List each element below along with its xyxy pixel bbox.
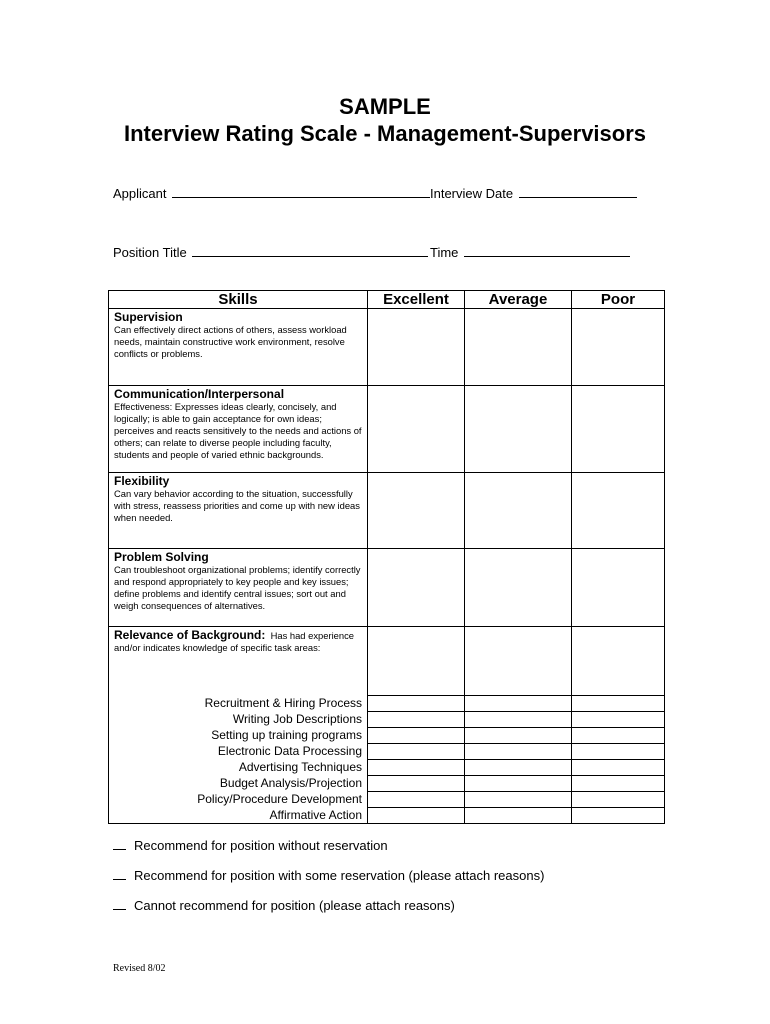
skill-name: Communication/Interpersonal [114, 387, 285, 401]
table-row [109, 760, 665, 776]
rating-excellent-cell[interactable] [368, 696, 465, 712]
applicant-label: Applicant [113, 186, 167, 201]
rating-excellent-cell[interactable] [368, 386, 465, 473]
rating-average-cell[interactable] [465, 309, 572, 386]
skill-description: Has had experience and/or indicates knowledge of specific task areas: [114, 630, 354, 653]
applicant-field [113, 185, 430, 202]
rating-excellent-cell [368, 627, 465, 696]
checkbox-blank[interactable] [113, 838, 126, 850]
rating-poor-cell[interactable] [572, 808, 665, 824]
skill-cell-flexibility [109, 473, 368, 549]
time-field [430, 244, 630, 261]
rating-average-cell[interactable] [465, 792, 572, 808]
time-label: Time [430, 245, 459, 260]
table-row [109, 744, 665, 760]
document-title: SAMPLE [339, 94, 431, 119]
skill-name: Flexibility [114, 474, 170, 488]
skill-description: Can effectively direct actions of others, assess workload needs, maintain constructive work environment, resolve conflicts or problems. [114, 324, 347, 359]
rating-poor-cell[interactable] [572, 792, 665, 808]
rating-poor-cell[interactable] [572, 744, 665, 760]
skill-cell-communication [109, 386, 368, 473]
recommendation-option-3[interactable] [113, 898, 455, 914]
rating-average-cell[interactable] [465, 808, 572, 824]
rating-excellent-cell[interactable] [368, 549, 465, 627]
rating-poor-cell[interactable] [572, 309, 665, 386]
document-subtitle: Interview Rating Scale - Management-Supervisors [123, 121, 647, 146]
rating-poor-cell [572, 627, 665, 696]
table-row [109, 728, 665, 744]
rating-average-cell[interactable] [465, 549, 572, 627]
checkbox-blank[interactable] [113, 868, 126, 880]
rating-poor-cell[interactable] [572, 549, 665, 627]
checkbox-blank[interactable] [113, 898, 126, 910]
position-title-label: Position Title [113, 245, 187, 260]
skill-name: Supervision [114, 310, 183, 324]
table-header-row [109, 291, 665, 309]
rating-excellent-cell[interactable] [368, 728, 465, 744]
table-row [109, 712, 665, 728]
table-row [109, 473, 665, 549]
interview-date-field [430, 185, 637, 202]
background-item-label: Budget Analysis/Projection [109, 776, 368, 792]
table-row [109, 627, 665, 696]
applicant-input-line[interactable] [172, 185, 430, 198]
rating-excellent-cell[interactable] [368, 744, 465, 760]
table-row [109, 696, 665, 712]
rating-average-cell[interactable] [465, 728, 572, 744]
rating-average-cell[interactable] [465, 776, 572, 792]
rating-excellent-cell[interactable] [368, 712, 465, 728]
rating-poor-cell[interactable] [572, 776, 665, 792]
skill-cell-relevance [109, 627, 368, 696]
table-row [109, 808, 665, 824]
recommendation-label: Cannot recommend for position (please attach reasons) [134, 898, 455, 913]
rating-excellent-cell[interactable] [368, 473, 465, 549]
rating-average-cell[interactable] [465, 744, 572, 760]
skill-description: Can troubleshoot organizational problems; identify correctly and respond appropriately to key people and key issues; define problems and identify central issues; sort out and weigh consequences of alternatives. [114, 564, 361, 611]
rating-poor-cell[interactable] [572, 760, 665, 776]
position-title-input-line[interactable] [192, 244, 428, 257]
skill-name: Relevance of Background: [114, 628, 266, 642]
interview-date-input-line[interactable] [519, 185, 637, 198]
rating-excellent-cell[interactable] [368, 760, 465, 776]
skill-cell-supervision [109, 309, 368, 386]
interview-date-label: Interview Date [430, 186, 514, 201]
header-poor: Poor [572, 291, 665, 309]
rating-poor-cell[interactable] [572, 728, 665, 744]
recommendation-label: Recommend for position with some reservation (please attach reasons) [134, 868, 545, 883]
rating-average-cell[interactable] [465, 386, 572, 473]
rating-excellent-cell[interactable] [368, 776, 465, 792]
skill-cell-problem-solving [109, 549, 368, 627]
background-item-label: Recruitment & Hiring Process [109, 696, 368, 712]
table-row [109, 549, 665, 627]
skill-description: Can vary behavior according to the situation, successfully with stress, reassess priorities and come up with new ideas when needed. [114, 488, 360, 523]
recommendation-option-1[interactable] [113, 838, 388, 854]
rating-poor-cell[interactable] [572, 386, 665, 473]
rating-average-cell [465, 627, 572, 696]
recommendation-label: Recommend for position without reservation [134, 838, 388, 853]
rating-excellent-cell[interactable] [368, 309, 465, 386]
background-item-label: Electronic Data Processing [109, 744, 368, 760]
table-row [109, 792, 665, 808]
header-skills: Skills [109, 291, 368, 309]
revision-footer: Revised 8/02 [113, 963, 166, 974]
skill-description: Effectiveness: Expresses ideas clearly, concisely, and logically; is able to gain acceptance for own ideas; perceives and reacts sensitively to the needs and actions of others; can relate to diverse people including faculty, students and people of varied ethnic backgrounds. [114, 401, 362, 460]
header-excellent: Excellent [368, 291, 465, 309]
rating-poor-cell[interactable] [572, 696, 665, 712]
table-row [109, 386, 665, 473]
table-row [109, 776, 665, 792]
background-item-label: Policy/Procedure Development [109, 792, 368, 808]
skill-relevance-text [114, 628, 363, 654]
position-title-field [113, 244, 428, 261]
background-item-label: Setting up training programs [109, 728, 368, 744]
rating-excellent-cell[interactable] [368, 808, 465, 824]
rating-average-cell[interactable] [465, 696, 572, 712]
table-row [109, 309, 665, 386]
rating-excellent-cell[interactable] [368, 792, 465, 808]
recommendation-option-2[interactable] [113, 868, 544, 884]
time-input-line[interactable] [464, 244, 630, 257]
rating-poor-cell[interactable] [572, 473, 665, 549]
skill-name: Problem Solving [114, 550, 209, 564]
background-item-label: Affirmative Action [109, 808, 368, 824]
rating-average-cell[interactable] [465, 473, 572, 549]
rating-average-cell[interactable] [465, 760, 572, 776]
background-item-label: Advertising Techniques [109, 760, 368, 776]
background-item-label: Writing Job Descriptions [109, 712, 368, 728]
rating-poor-cell[interactable] [572, 712, 665, 728]
header-average: Average [465, 291, 572, 309]
rating-table [108, 290, 665, 824]
rating-average-cell[interactable] [465, 712, 572, 728]
